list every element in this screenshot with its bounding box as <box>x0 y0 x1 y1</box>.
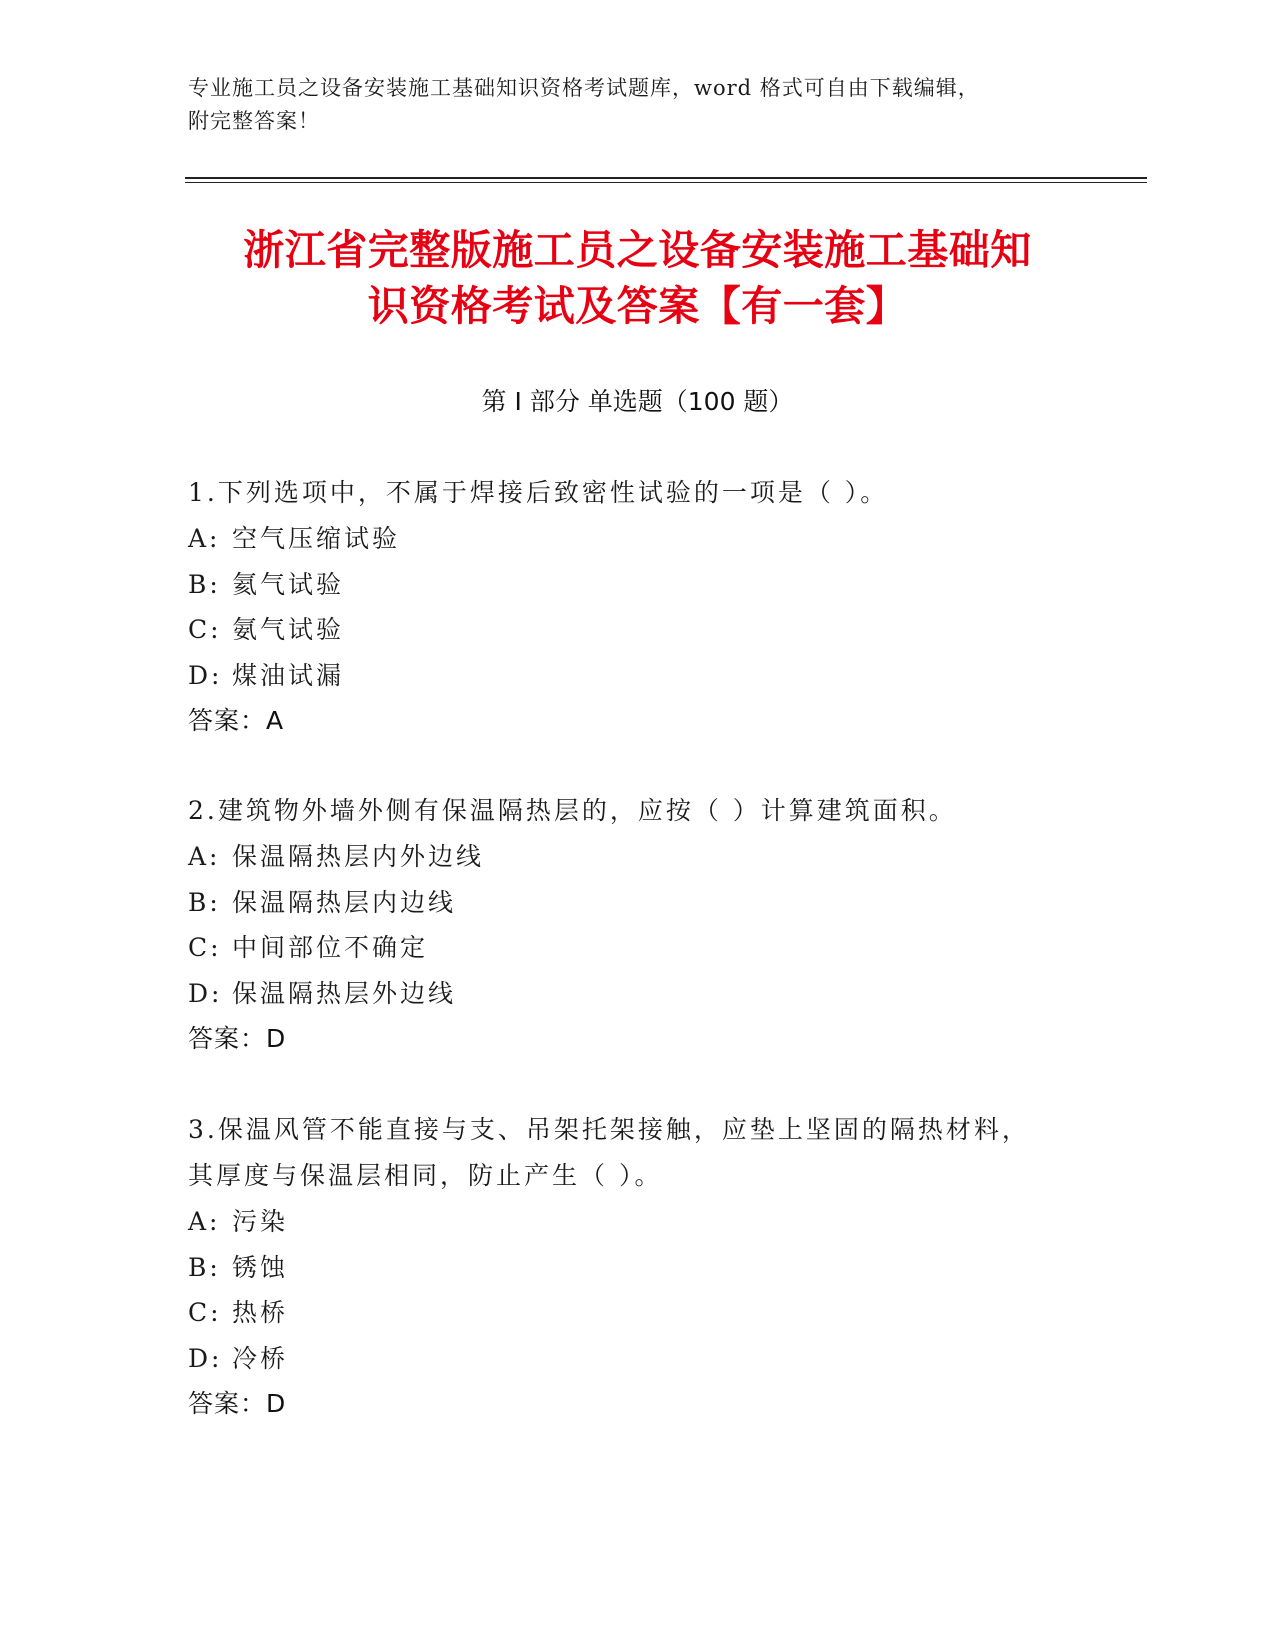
question-option-a <box>188 1199 1088 1245</box>
question-1 <box>188 470 1088 744</box>
option-letter: C: <box>188 1298 222 1327</box>
option-letter: D: <box>188 660 223 690</box>
question-2 <box>188 788 1088 1062</box>
question-option-c <box>188 925 1088 971</box>
section-title: 第 I 部分 单选题（100 题） <box>481 387 794 416</box>
header-note-line-1: 专业施工员之设备安装施工基础知识资格考试题库，word 格式可自由下载编辑， <box>188 76 980 100</box>
header-note <box>188 72 1088 138</box>
question-3 <box>188 1107 1088 1427</box>
option-letter: D: <box>188 1343 223 1373</box>
question-option-c <box>188 607 1088 653</box>
option-text: 污染 <box>232 1207 289 1236</box>
question-answer: 答案：D <box>188 1389 287 1418</box>
option-text: 锈蚀 <box>232 1252 289 1282</box>
option-letter: A: <box>188 524 221 553</box>
option-text: 保温隔热层内外边线 <box>232 842 485 871</box>
question-option-d <box>188 653 1088 699</box>
option-text: 煤油试漏 <box>232 660 345 690</box>
question-option-b <box>188 1245 1088 1291</box>
question-option-b <box>188 562 1088 608</box>
header-divider-thick <box>185 177 1147 179</box>
option-text: 保温隔热层外边线 <box>232 978 457 1008</box>
question-answer: 答案：A <box>188 706 285 735</box>
question-answer: 答案：D <box>188 1024 287 1053</box>
option-letter: B: <box>188 887 221 917</box>
option-text: 中间部位不确定 <box>232 933 429 962</box>
header-note-line-2: 附完整答案！ <box>188 109 320 133</box>
question-option-d <box>188 971 1088 1017</box>
option-letter: B: <box>188 569 221 599</box>
option-text: 氦气试验 <box>232 569 345 599</box>
question-stem-line-2: 其厚度与保温层相同，防止产生（ ）。 <box>188 1161 663 1190</box>
option-text: 冷桥 <box>232 1343 289 1373</box>
option-letter: C: <box>188 933 222 962</box>
option-letter: B: <box>188 1252 221 1282</box>
option-letter: A: <box>188 1207 221 1236</box>
document-title-line-1: 浙江省完整版施工员之设备安装施工基础知 <box>243 226 1032 274</box>
question-stem-line-1: 3.保温风管不能直接与支、吊架托架接触，应垫上坚固的隔热材料， <box>188 1115 1030 1144</box>
option-letter: C: <box>188 615 222 644</box>
question-option-c <box>188 1290 1088 1336</box>
option-text: 空气压缩试验 <box>232 524 401 553</box>
question-option-a <box>188 834 1088 880</box>
option-text: 保温隔热层内边线 <box>232 887 457 917</box>
question-option-d <box>188 1336 1088 1382</box>
option-letter: A: <box>188 842 221 871</box>
option-text: 氨气试验 <box>232 615 345 644</box>
option-text: 热桥 <box>232 1298 289 1327</box>
document-title <box>150 222 1125 334</box>
question-stem: 1.下列选项中，不属于焊接后致密性试验的一项是（ ）。 <box>188 478 889 507</box>
question-stem: 2.建筑物外墙外侧有保温隔热层的，应按（ ）计算建筑面积。 <box>188 796 957 825</box>
question-option-a <box>188 516 1088 562</box>
option-letter: D: <box>188 978 223 1008</box>
question-option-b <box>188 880 1088 926</box>
document-title-line-2: 识资格考试及答案【有一套】 <box>367 282 908 330</box>
header-divider-thin <box>185 182 1147 183</box>
